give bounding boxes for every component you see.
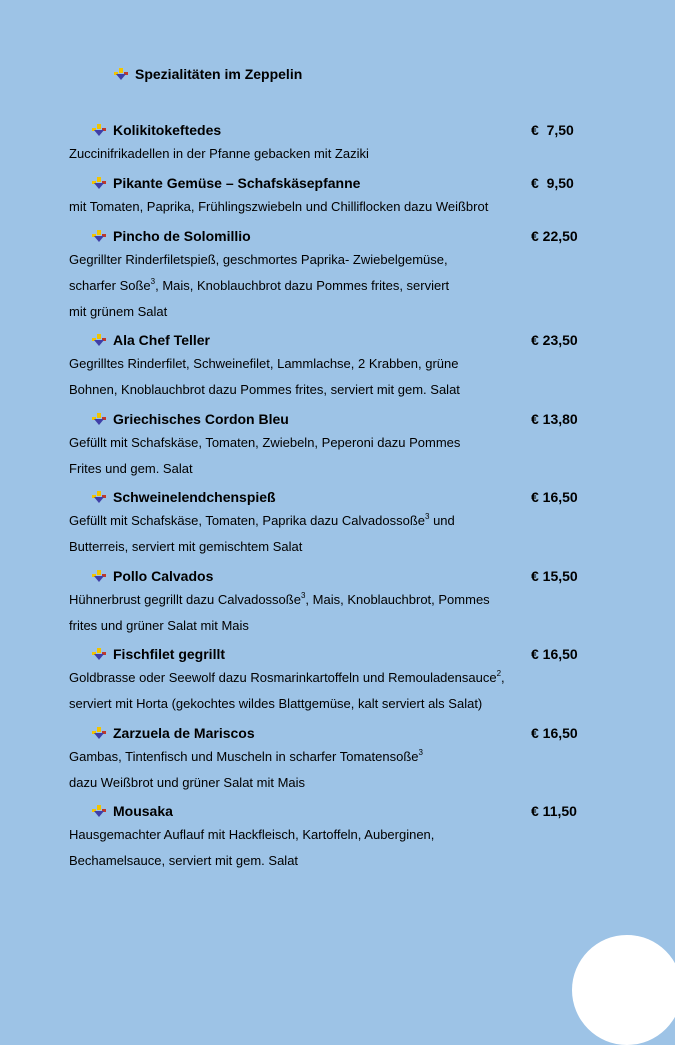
description-line (69, 430, 629, 456)
description-line (69, 744, 629, 770)
description-line (69, 508, 629, 534)
description-text: , (501, 670, 505, 685)
page-title-text: Spezialitäten im Zeppelin (135, 66, 303, 82)
description-text: mit Tomaten, Paprika, Frühlingszwiebeln und Chilliflocken dazu Weißbrot (69, 199, 489, 214)
description-line (69, 587, 629, 613)
menu-item-price: € 11,50 (531, 803, 577, 819)
arrow-bullet-icon (92, 727, 106, 740)
description-line (69, 665, 629, 691)
menu-item-price: € 7,50 (531, 122, 574, 138)
menu-item-header (92, 644, 225, 664)
description-text: scharfer Soße (69, 278, 151, 293)
description-line (69, 273, 629, 299)
menu-item-header (92, 566, 213, 586)
footnote-marker: 3 (418, 747, 423, 757)
menu-item-description (69, 822, 629, 874)
menu-item-name: Schweinelendchenspieß (113, 489, 276, 505)
description-text: mit grünem Salat (69, 304, 168, 319)
menu-item-header (92, 409, 289, 429)
menu-item-price: € 16,50 (531, 725, 578, 741)
description-text: und (429, 513, 455, 528)
description-text: frites und grüner Salat mit Mais (69, 618, 249, 633)
menu-item-name: Mousaka (113, 803, 173, 819)
menu-item-price: € 9,50 (531, 175, 574, 191)
description-line (69, 822, 629, 848)
description-text: Gambas, Tintenfisch und Muscheln in scharfer Tomatensoße (69, 749, 419, 764)
description-line (69, 613, 629, 639)
description-line (69, 351, 629, 377)
menu-item-header (92, 173, 360, 193)
description-text: serviert mit Horta (gekochtes wildes Blattgemüse, kalt serviert als Salat) (69, 696, 483, 711)
menu-item-header (92, 226, 251, 246)
arrow-bullet-icon (92, 648, 106, 661)
description-text: Gegrillter Rinderfiletspieß, geschmortes Paprika- Zwiebelgemüse, (69, 252, 448, 267)
description-text: Zuccinifrikadellen in der Pfanne gebacken mit Zaziki (69, 146, 369, 161)
description-line (69, 770, 629, 796)
description-line (69, 299, 629, 325)
arrow-bullet-icon (92, 177, 106, 190)
menu-item-description (69, 194, 629, 220)
description-text: Goldbrasse oder Seewolf dazu Rosmarinkartoffeln und Remouladensauce (69, 670, 497, 685)
description-line (69, 848, 629, 874)
description-text: , Mais, Knoblauchbrot dazu Pommes frites, serviert (155, 278, 450, 293)
arrow-bullet-icon (114, 68, 128, 81)
menu-item-price: € 16,50 (531, 646, 578, 662)
menu-item-description (69, 508, 629, 560)
arrow-bullet-icon (92, 491, 106, 504)
arrow-bullet-icon (92, 334, 106, 347)
description-text: Gefüllt mit Schafskäse, Tomaten, Zwiebeln, Peperoni dazu Pommes (69, 435, 461, 450)
description-line (69, 534, 629, 560)
menu-item-name: Pincho de Solomillio (113, 228, 251, 244)
menu-item-description (69, 587, 629, 639)
menu-item-name: Griechisches Cordon Bleu (113, 411, 289, 427)
description-text: , Mais, Knoblauchbrot, Pommes (305, 592, 490, 607)
description-text: Gegrilltes Rinderfilet, Schweinefilet, Lammlachse, 2 Krabben, grüne (69, 356, 459, 371)
menu-item-description (69, 430, 629, 482)
menu-item-price: € 13,80 (531, 411, 578, 427)
description-text: Hausgemachter Auflauf mit Hackfleisch, Kartoffeln, Auberginen, (69, 827, 435, 842)
footnote-marker: 2 (496, 668, 502, 678)
menu-item-header (92, 723, 255, 743)
page-title (114, 66, 302, 82)
menu-item-price: € 15,50 (531, 568, 578, 584)
corner-decoration (572, 935, 675, 1045)
menu-item-header (92, 487, 276, 507)
description-text: Bechamelsauce, serviert mit gem. Salat (69, 853, 299, 868)
description-line (69, 377, 629, 403)
footnote-marker: 3 (425, 511, 430, 521)
description-line (69, 247, 629, 273)
description-line (69, 194, 629, 220)
menu-item-name: Pikante Gemüse – Schafskäsepfanne (113, 175, 361, 191)
menu-item-description (69, 141, 629, 167)
description-text: Butterreis, serviert mit gemischtem Salat (69, 539, 303, 554)
arrow-bullet-icon (92, 230, 106, 243)
menu-item-name: Ala Chef Teller (113, 332, 210, 348)
arrow-bullet-icon (92, 124, 106, 137)
description-line (69, 691, 629, 717)
description-text: Hühnerbrust gegrillt dazu Calvadossoße (69, 592, 301, 607)
description-text: Frites und gem. Salat (69, 461, 193, 476)
menu-item-description (69, 744, 629, 796)
menu-item-price: € 16,50 (531, 489, 578, 505)
description-line (69, 456, 629, 482)
description-text: dazu Weißbrot und grüner Salat mit Mais (69, 775, 306, 790)
description-text: Gefüllt mit Schafskäse, Tomaten, Paprika dazu Calvadossoße (69, 513, 425, 528)
menu-item-name: Zarzuela de Mariscos (113, 725, 255, 741)
menu-item-description (69, 665, 629, 717)
description-line (69, 141, 629, 167)
menu-item-description (69, 351, 629, 403)
footnote-marker: 3 (300, 590, 306, 600)
arrow-bullet-icon (92, 570, 106, 583)
menu-item-name: Kolikitokeftedes (113, 122, 222, 138)
menu-item-header (92, 801, 173, 821)
arrow-bullet-icon (92, 805, 106, 818)
arrow-bullet-icon (92, 413, 106, 426)
menu-item-description (69, 247, 629, 325)
menu-item-name: Fischfilet gegrillt (113, 646, 226, 662)
description-text: Bohnen, Knoblauchbrot dazu Pommes frites, serviert mit gem. Salat (69, 382, 460, 397)
menu-item-header (92, 330, 210, 350)
menu-item-price: € 23,50 (531, 332, 578, 348)
footnote-marker: 3 (150, 276, 156, 286)
menu-item-price: € 22,50 (531, 228, 578, 244)
menu-item-name: Pollo Calvados (113, 568, 214, 584)
menu-item-header (92, 120, 221, 140)
